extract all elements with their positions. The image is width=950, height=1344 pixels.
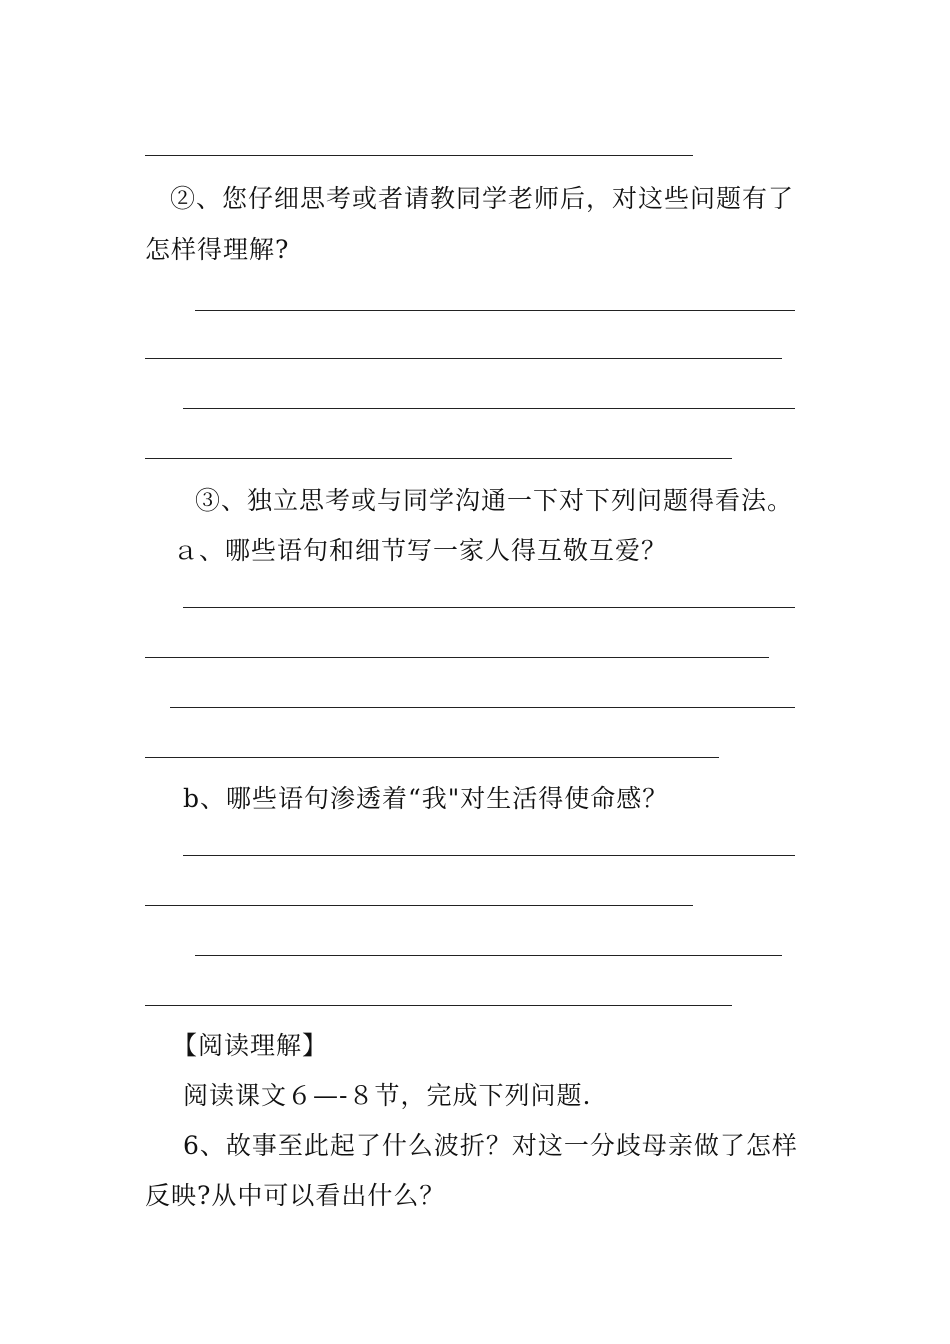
answer-line (183, 855, 795, 856)
answer-line (195, 955, 782, 956)
answer-line (170, 707, 795, 708)
question-6-line-1: 6、故事至此起了什么波折？对这一分歧母亲做了怎样 (183, 1131, 798, 1160)
answer-line (183, 408, 795, 409)
answer-line (145, 155, 693, 156)
answer-line (145, 757, 719, 758)
answer-line (145, 358, 782, 359)
reading-instruction: 阅读课文６—-８节，完成下列问题. (183, 1081, 592, 1110)
question-2-line-2: 怎样得理解? (145, 235, 290, 264)
question-3b: b、哪些语句渗透着“我"对生活得使命感？ (183, 784, 669, 813)
answer-line (195, 310, 795, 311)
answer-line (183, 607, 795, 608)
section-heading: 【阅读理解】 (172, 1031, 329, 1060)
answer-line (145, 458, 732, 459)
answer-line (145, 905, 693, 906)
question-6-line-2: 反映?从中可以看出什么？ (145, 1181, 446, 1210)
question-3a: ａ、哪些语句和细节写一家人得互敬互爱？ (173, 536, 668, 565)
question-2-line-1: ②、您仔细思考或者请教同学老师后，对这些问题有了 (170, 184, 795, 213)
answer-line (145, 1005, 732, 1006)
answer-line (145, 657, 769, 658)
question-3-intro: ③、独立思考或与同学沟通一下对下列问题得看法。 (195, 486, 794, 515)
